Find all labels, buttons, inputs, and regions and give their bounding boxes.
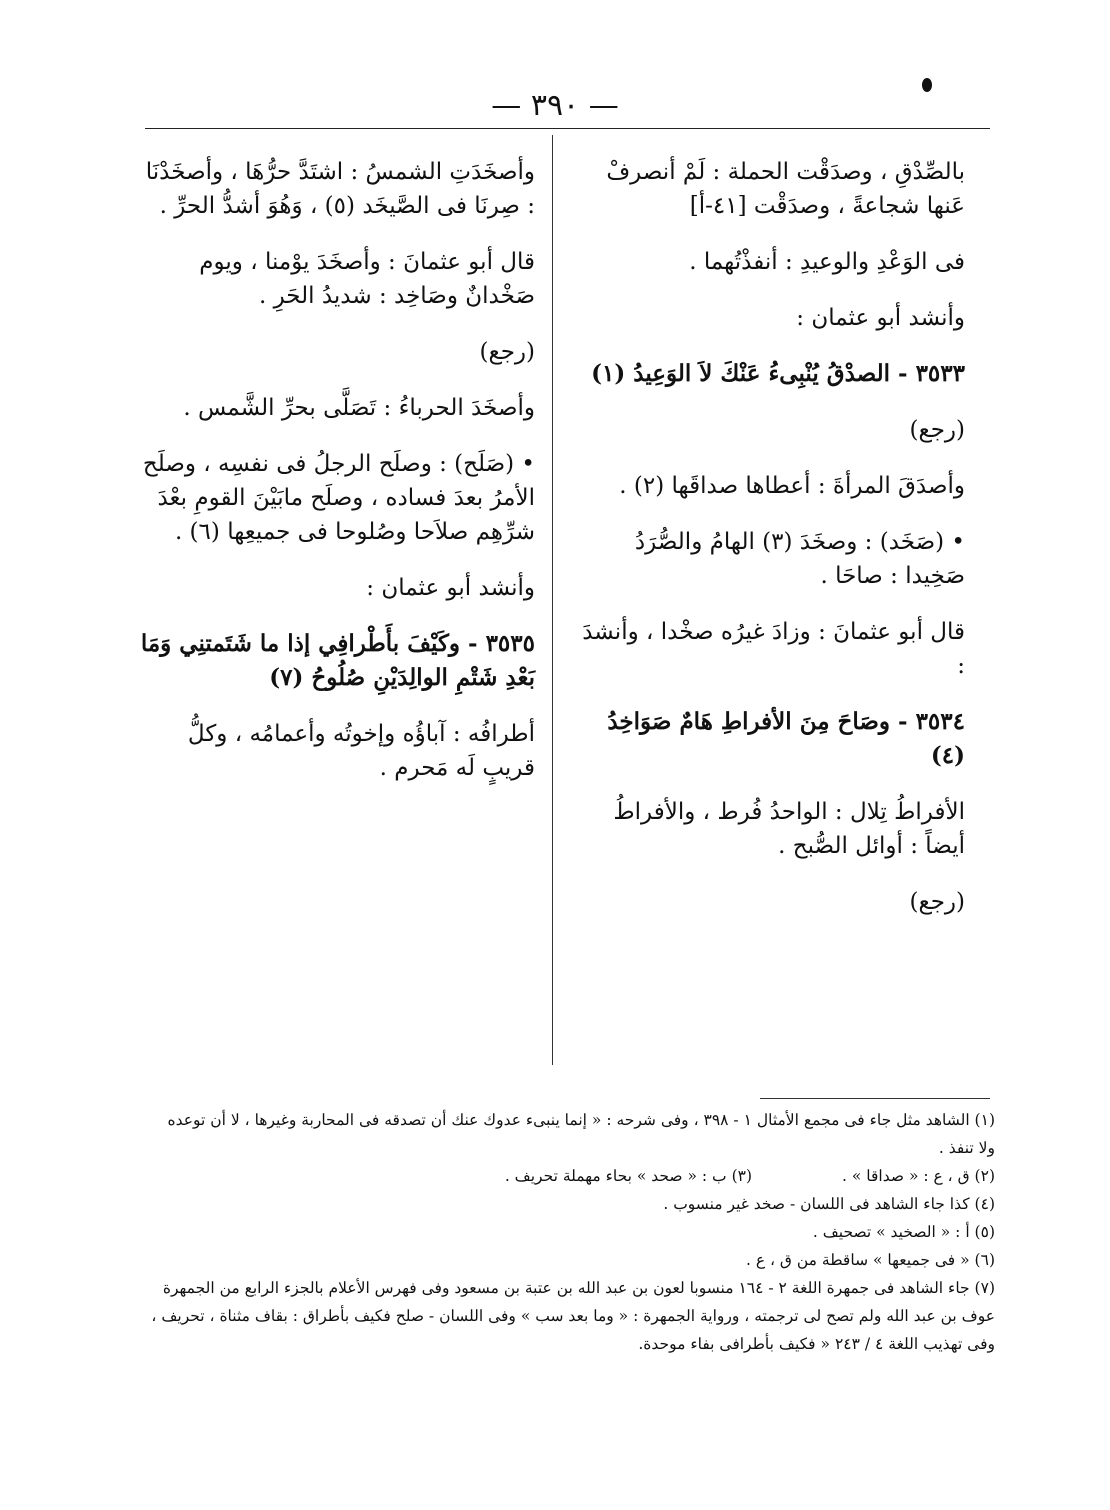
footnotes <box>150 1106 995 1358</box>
header-rule <box>145 128 990 129</box>
left-column <box>140 155 535 807</box>
column-divider <box>552 135 553 1065</box>
paragraph: فى الوَعْدِ والوعيدِ : أنفذْتُهما . <box>689 249 965 275</box>
paragraph: قال أبو عثمانَ : وزادَ غيرُه صخْدا ، وأنشدَ : <box>582 619 965 679</box>
entry-salah: • (صَلَح) : وصلَح الرجلُ فى نفسِه ، وصلَح الأمرُ بعدَ فساده ، وصلَح مابَيْنَ القومِ بعْدَ شرِّهِم صلاَحا وصُلوحا فى جميعِها (٦) . <box>142 451 535 545</box>
paragraph: وأصخَدَتِ الشمسُ : اشتَدَّ حرُّهَا ، وأصخَدْنَا : صِرنَا فى الصَّيخَد (٥) ، وَهُوَ أشدُّ الحرِّ . <box>145 159 535 219</box>
paragraph: بالصِّدْقِ ، وصدَقْت الحملة : لَمْ أنصرفْ عَنها شجاعةً ، وصدَقْت [٤١-أ] <box>606 159 965 219</box>
footnote-4: (٤) كذا جاء الشاهد فى اللسان - صخد غير منسوب . <box>663 1195 995 1213</box>
paragraph: قال أبو عثمانَ : وأصخَدَ يوْمنا ، ويوم صَخْدانٌ وصَاخِد : شديدُ الحَرِ . <box>199 249 535 309</box>
verse-3534: ٣٥٣٤ - وصَاحَ مِنَ الأفراطِ هَامٌ صَوَاخِدُ (٤) <box>607 708 965 769</box>
paragraph: وأنشد أبو عثمان : <box>796 305 965 331</box>
footnote-3: (٣) ب : « صحد » بحاء مهملة تحريف . <box>504 1167 753 1185</box>
paragraph: وأنشد أبو عثمان : <box>366 575 535 601</box>
footnote-rule <box>760 1098 990 1099</box>
footnote-row <box>150 1162 995 1190</box>
footnote-7: (٧) جاء الشاهد فى جمهرة اللغة ٢ - ١٦٤ منسوبا لعون بن عبد الله بن عتبة بن مسعود وفى فهرس الأعلام بالجزء الرابع من الجمهرة عوف بن عبد الله ولم تصح لى ترجمته ، ورواية الجمهرة : « وما بعد سب » وفى اللسان - صلح فكيف بأطراق : بقاف مثناة ، تحريف ، وفى تهذيب اللغة ٤ / ٢٤٣ « فكيف بأطرافى بفاء موحدة. <box>151 1279 995 1353</box>
paragraph: الأفراطُ تِلال : الواحدُ فُرط ، والأفراطُ أيضاً : أوائل الصُّبح . <box>613 799 965 859</box>
page-number: — ٣٩٠ — <box>491 88 619 123</box>
paragraph: أطرافُه : آباؤُه وإخوتُه وأعمامُه ، وكلُّ قريبٍ لَه مَحرم . <box>187 721 535 781</box>
verse-3533: ٣٥٣٣ - الصدْقُ يُنْبِىءُ عَنْكَ لاَ الوَعِيدُ (١) <box>591 360 965 387</box>
return-marker: (رجع) <box>479 339 535 365</box>
paragraph: وأصخَدَ الحرباءُ : تَصَلَّى بحرِّ الشَّمس . <box>183 395 535 421</box>
paragraph: وأصدَقَ المرأةَ : أعطاها صداقَها (٢) . <box>619 473 965 499</box>
entry-sakhad: • (صَخَد) : وصخَدَ (٣) الهامُ والصُّرَدُ صَخِيدا : صاحَا . <box>634 529 965 589</box>
return-marker: (رجع) <box>909 417 965 443</box>
return-marker: (رجع) <box>909 889 965 915</box>
footnote-6: (٦) « فى جميعها » ساقطة من ق ، ع . <box>745 1251 995 1269</box>
footnote-1: (١) الشاهد مثل جاء فى مجمع الأمثال ١ - ٣٩٨ ، وفى شرحه : « إنما ينبىء عدوك عنك أن تصدقه فى المحاربة وغيرها ، لا أن توعده ولا تنفذ . <box>167 1111 995 1157</box>
right-column <box>570 155 965 941</box>
footnote-5: (٥) أ : « الصخيد » تصحيف . <box>812 1223 995 1241</box>
verse-3535: ٣٥٣٥ - وكَيْفَ بأَطْرافِي إذا ما شَتَمتنِي وَمَا بَعْدِ شَتْمِ الوالِدَيْنِ صُلُوحُ (٧) <box>140 630 535 691</box>
footnote-2: (٢) ق ، ع : « صداقا » . <box>842 1167 995 1185</box>
